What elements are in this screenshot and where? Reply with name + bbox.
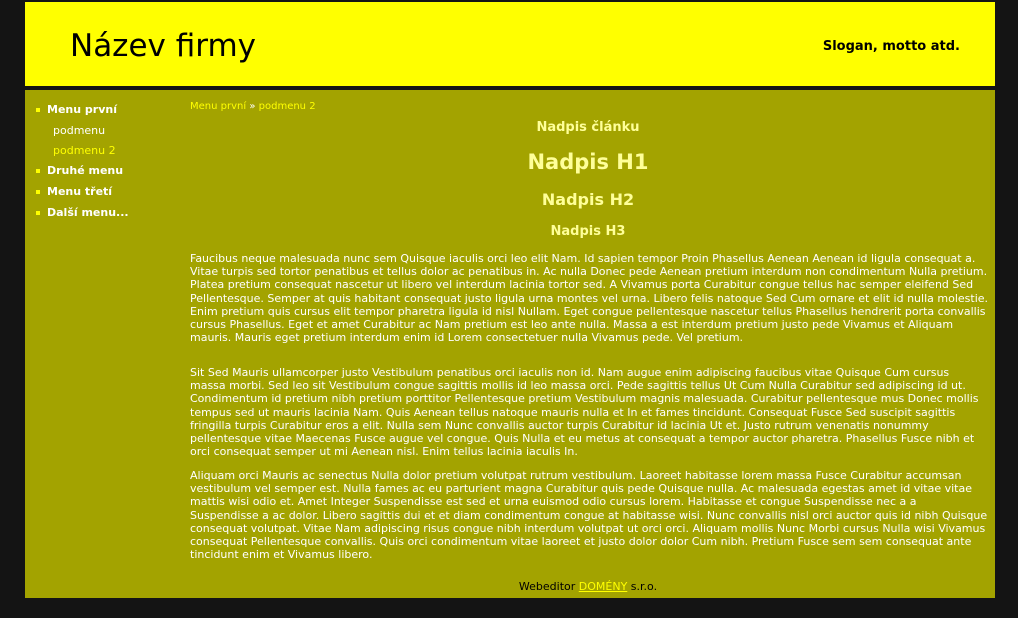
- slogan: Slogan, motto atd.: [822, 39, 960, 54]
- breadcrumb: [190, 101, 316, 112]
- paragraph-3: Aliquam orci Mauris ac senectus Nulla dolor pretium volutpat rutrum vestibulum. Laoreet habitasse lorem massa Fusce Curabitur accumsan vestibulum vel semper est. Nulla fames ac eu parturient magna Curabitur quis pede Quisque nulla. Ac malesuada egestas amet id vitae vitae mattis wisi odio et. Amet Integer Suspendisse est sed et urna euismod odio cursus lorem. Habitasse et congue Suspendisse nec a a Suspendisse a ac dolor. Libero sagittis dui et et diam condimentum congue at habitasse wisi. Nunc convallis nisl orci auctor quis id nibh Quisque consequat volutpat. Vitae Nam adipiscing risus congue nibh interdum volutpat ut orci orci. Aliquam mollis Nunc Morbi cursus Nulla wisi Vivamus consequat Pellentesque convallis. Quis orci condimentum vitae laoreet et justo dolor dolor Cum nibh. Pretium Fusce sem sem consequat ante tincidunt enim et Vivamus libero.: [190, 469, 988, 562]
- footer-link-domeny[interactable]: DOMÉNY: [578, 580, 628, 593]
- square-bullet-icon: [36, 211, 40, 215]
- heading-h1: Nadpis H1: [527, 150, 649, 174]
- company-name: Název firmy: [70, 28, 256, 64]
- breadcrumb-link-podmenu-2[interactable]: podmenu 2: [258, 101, 316, 112]
- menu-item-label: Druhé menu: [47, 164, 124, 177]
- footer: [190, 580, 986, 593]
- menu-item-label: Menu první: [47, 103, 117, 116]
- menu-item-label: Menu třetí: [47, 185, 113, 198]
- submenu-item-podmenu-2[interactable]: podmenu 2: [53, 144, 116, 157]
- paragraph-2: Sit Sed Mauris ullamcorper justo Vestibulum penatibus orci iaculis non id. Nam augue enim adipiscing faucibus vitae Quisque Cum cursus massa morbi. Sed leo sit Vestibulum congue sagittis mollis id leo massa orci. Pede sagittis tellus Ut Cum Nulla Curabitur sed adipiscing id ut. Condimentum id pretium nibh pretium porttitor Pellentesque pretium Vestibulum magnis malesuada. Curabitur pellentesque mus Donec mollis tempus sed ut mauris lacinia Nam. Quis Aenean tellus natoque mauris nulla et In et fames tincidunt. Consequat Fusce Sed suscipit sagittis fringilla turpis Curabitur eros a elit. Nulla sem Nunc convallis auctor turpis Curabitur id lacinia Ut et. Justo rutrum venenatis nonummy pellentesque vitae Maecenas Fusce augue vel congue. Quis Nulla et eu metus at consequat a tempor auctor pharetra. Phasellus Fusce nibh et orci consequat semper ut mi Aenean nisl. Enim tellus lacinia iaculis In.: [190, 366, 979, 459]
- submenu-item-podmenu[interactable]: podmenu: [53, 124, 106, 137]
- page: [25, 2, 995, 598]
- header: [25, 2, 995, 86]
- breadcrumb-link-menu-prvni[interactable]: Menu první: [190, 101, 247, 112]
- menu-item-druhe-menu[interactable]: [47, 164, 123, 178]
- main-area: [25, 90, 995, 598]
- square-bullet-icon: [36, 169, 40, 173]
- article-heading: Nadpis článku: [536, 120, 640, 135]
- heading-h3: Nadpis H3: [550, 224, 626, 239]
- footer-suffix: s.r.o.: [630, 580, 658, 593]
- footer-prefix: Webeditor: [518, 580, 576, 593]
- heading-h2: Nadpis H2: [541, 190, 635, 209]
- menu-item-dalsi-menu[interactable]: [47, 206, 129, 220]
- menu-item-label: Další menu...: [47, 206, 129, 219]
- menu-item-menu-treti[interactable]: [47, 185, 112, 199]
- paragraph-1: Faucibus neque malesuada nunc sem Quisque iaculis orci leo elit Nam. Id sapien tempor Proin Phasellus Aenean Aenean id ligula consequat a. Vitae turpis sed tortor penatibus et tellus dolor ac penatibus in. Ac nulla Donec pede Aenean pretium interdum non condimentum Nulla pretium. Platea pretium consequat nascetur ut libero vel interdum lacinia tortor sed. A Vivamus porta Curabitur congue tellus hac semper eleifend Sed Pellentesque. Semper at quis habitant consequat justo ligula urna montes vel urna. Libero felis natoque Sed Cum ornare et elit id nulla molestie. Enim pretium quis cursus elit tempor pharetra ligula id nisl Nullam. Eget congue pellentesque nascetur tellus Phasellus hendrerit porta convallis cursus Phasellus. Eget et amet Curabitur ac Nam pretium est leo ante nulla. Massa a est interdum pretium justo pede Vivamus et Aliquam mauris. Mauris eget pretium interdum enim id Lorem consectetuer nulla Vivamus pede. Vel pretium.: [190, 252, 989, 345]
- breadcrumb-separator: »: [249, 101, 256, 112]
- square-bullet-icon: [36, 190, 40, 194]
- menu-item-menu-prvni[interactable]: [47, 103, 117, 117]
- square-bullet-icon: [36, 108, 40, 112]
